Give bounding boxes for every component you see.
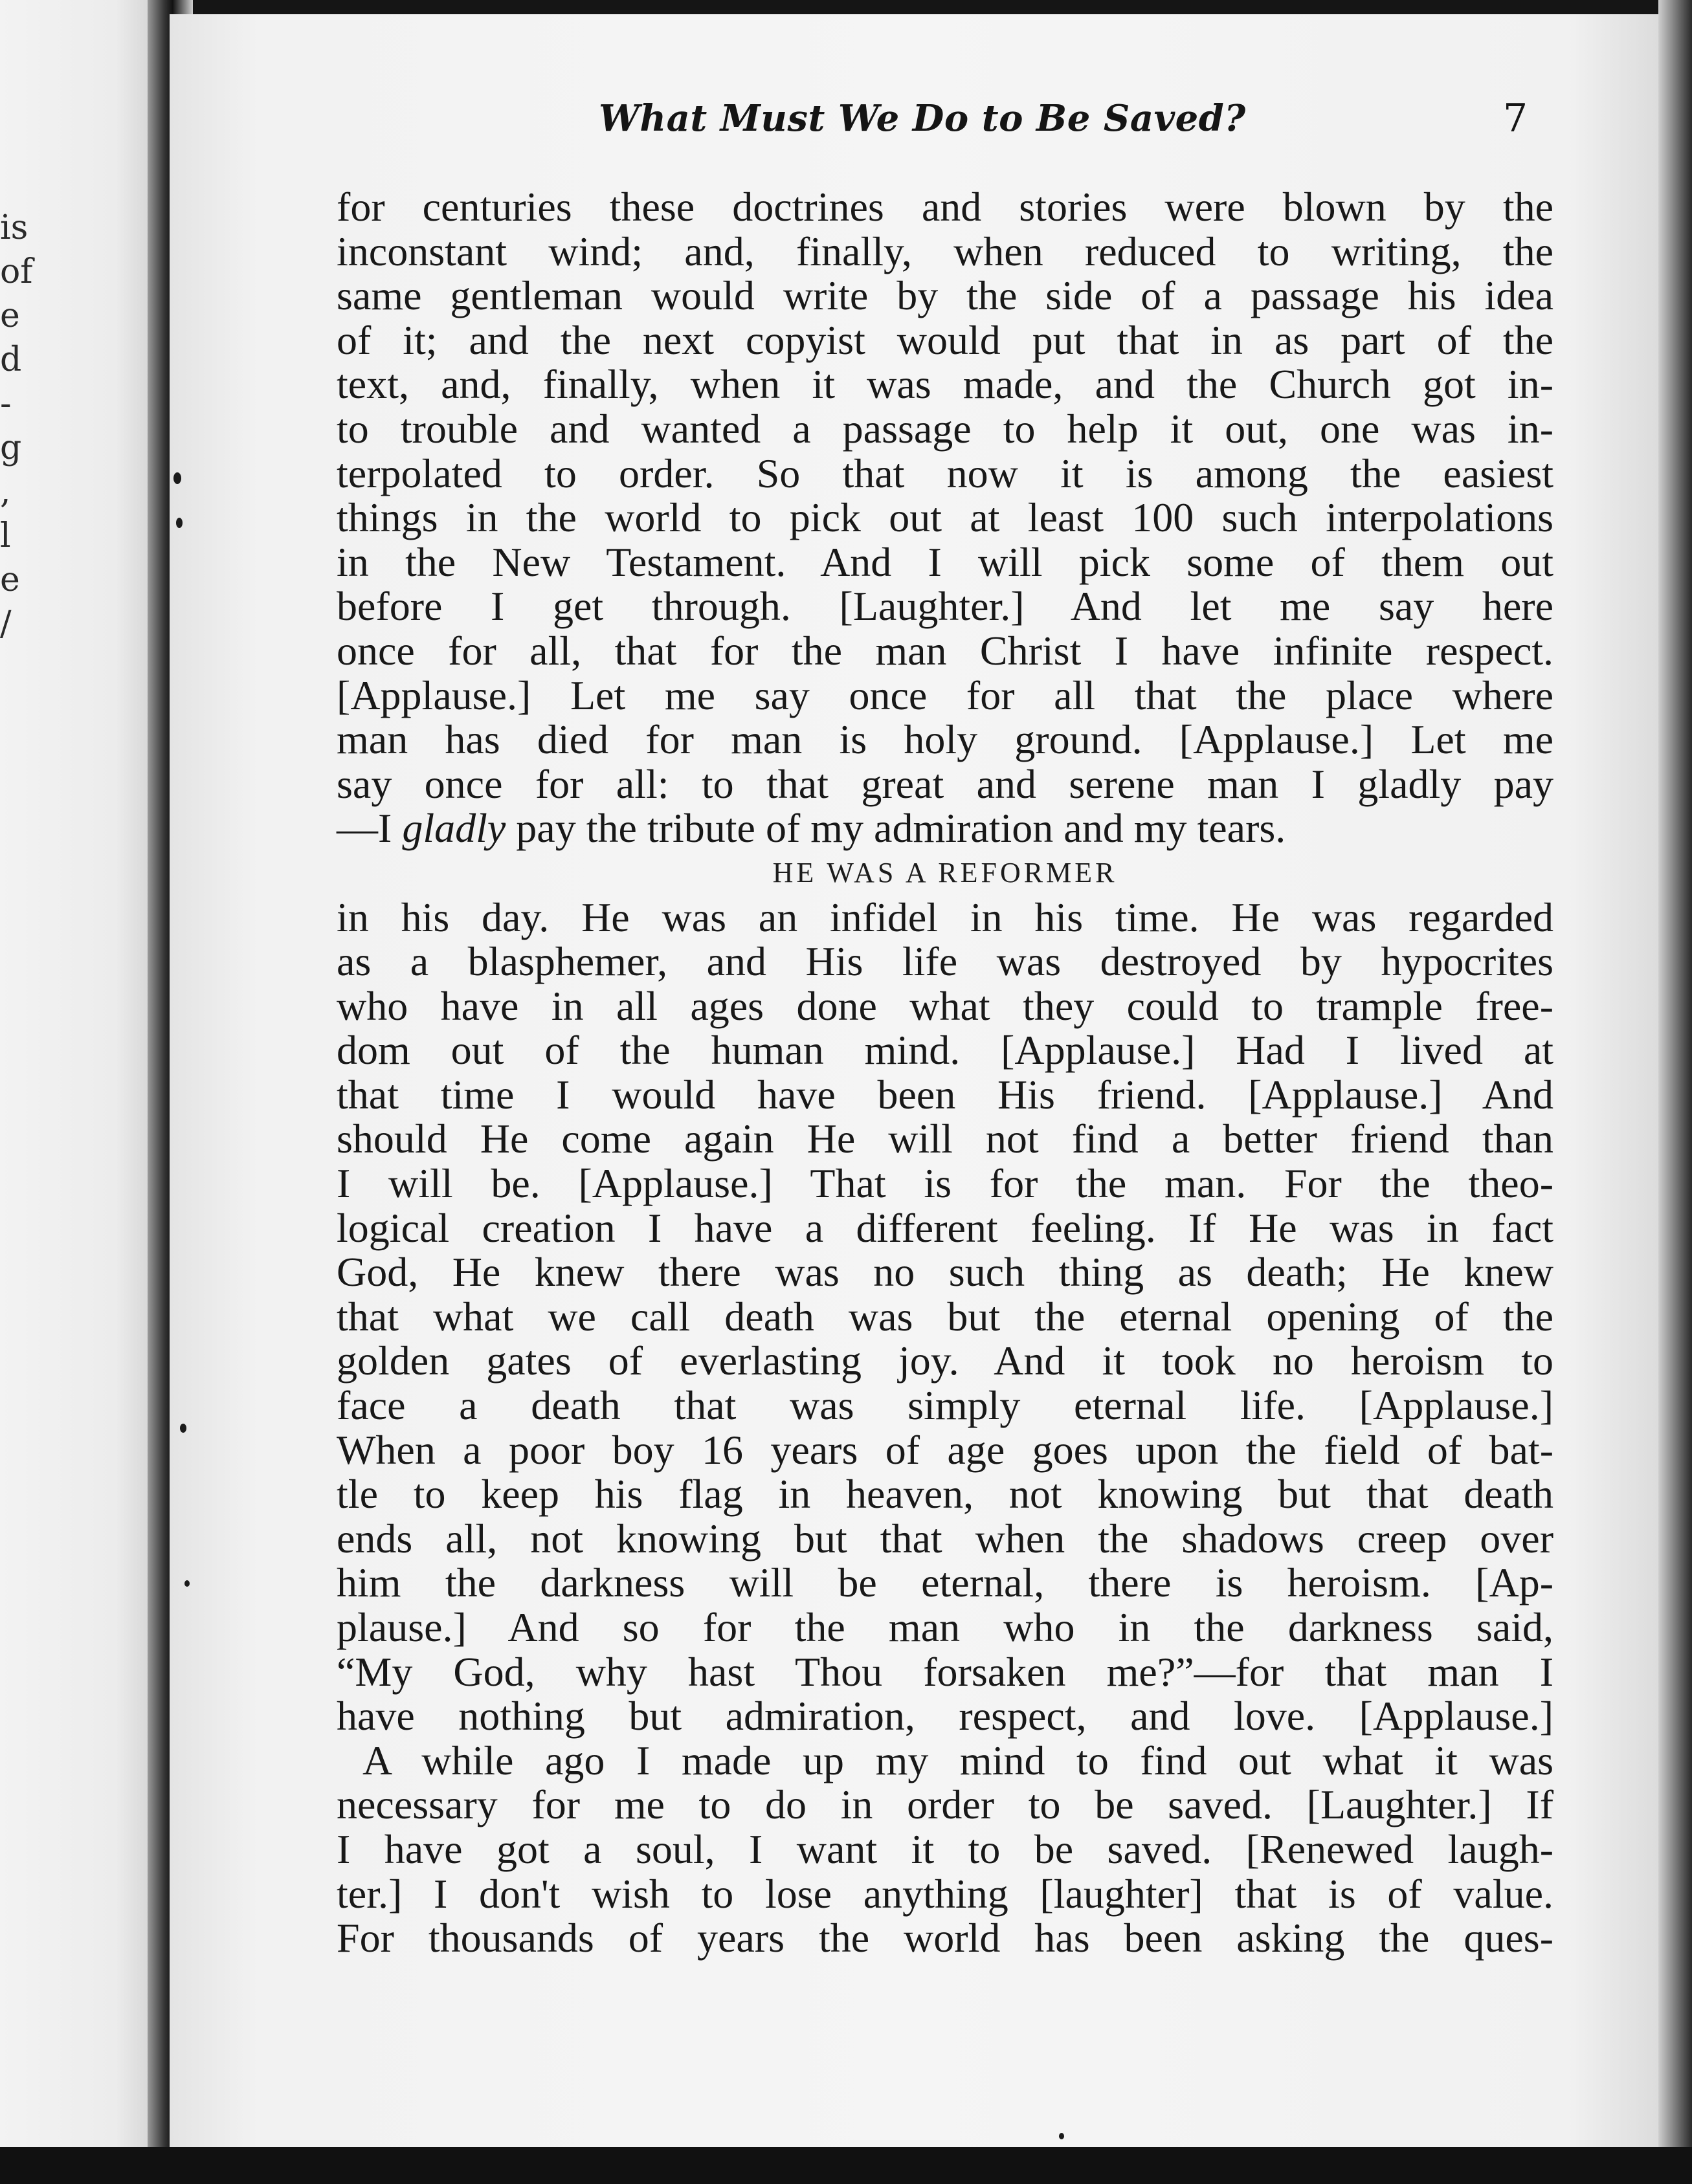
body-text: [337, 185, 1553, 1961]
scan-border: [0, 2147, 1692, 2184]
fragment: l: [0, 516, 11, 555]
text-line: plause.] And so for the man who in the darkness said,: [337, 1604, 1553, 1650]
scan-speck: [1059, 2133, 1064, 2139]
text-line: God, He knew there was no such thing as death; He knew: [337, 1249, 1553, 1296]
text-line: have nothing but admiration, respect, and love. [Applause.]: [337, 1693, 1553, 1739]
scan-speck: [184, 1580, 190, 1587]
scan-speck: [176, 518, 183, 528]
text-line: tle to keep his flag in heaven, not knowing but that death: [337, 1471, 1553, 1517]
text-line: necessary for me to do in order to be saved. [Laughter.] If: [337, 1781, 1553, 1828]
fragment: g: [0, 428, 22, 467]
line-suffix: pay the tribute of my admiration and my tears.: [506, 805, 1286, 852]
text-line: I have got a soul, I want it to be saved. [Renewed laugh-: [337, 1826, 1553, 1872]
text-line: [Applause.] Let me say once for all that the place where: [337, 672, 1553, 718]
text-line: before I get through. [Laughter.] And let me say here: [337, 583, 1553, 630]
text-line: dom out of the human mind. [Applause.] Had I lived at: [337, 1027, 1553, 1074]
text-line: that time I would have been His friend. [Applause.] And: [337, 1071, 1553, 1118]
text-line: say once for all: to that great and serene man I gladly pay: [337, 760, 1553, 807]
text-line: terpolated to order. So that now it is among the easiest: [337, 450, 1553, 496]
scan-speck: [173, 472, 181, 484]
text-line: golden gates of everlasting joy. And it took no heroism to: [337, 1338, 1553, 1384]
text-line: in the New Testament. And I will pick some of them out: [337, 538, 1553, 585]
emphasized-word: gladly: [402, 805, 506, 852]
text-line: ter.] I don't wish to lose anything [laughter] that is of value.: [337, 1870, 1553, 1917]
text-line: man has died for man is holy ground. [Applause.] Let me: [337, 716, 1553, 763]
fragment: e: [0, 560, 20, 599]
text-line: to trouble and wanted a passage to help it out, one was in-: [337, 405, 1553, 452]
section-heading: HE WAS A REFORMER: [772, 856, 1118, 888]
text-line: as a blasphemer, and His life was destroyed by hypocrites: [337, 938, 1553, 985]
fragment: e: [0, 296, 20, 335]
text-line: ends all, not knowing but that when the shadows creep over: [337, 1515, 1553, 1561]
text-line: I will be. [Applause.] That is for the man. For the theo-: [337, 1160, 1553, 1207]
left-page-text-fragments: [0, 206, 39, 646]
text-line: logical creation I have a different feeling. If He was in fact: [337, 1204, 1553, 1251]
text-line: once for all, that for the man Christ I have infinite respect.: [337, 627, 1553, 674]
text-line: of it; and the next copyist would put that in as part of the: [337, 316, 1553, 363]
text-line: that what we call death was but the eternal opening of the: [337, 1293, 1553, 1340]
fragment: -: [0, 384, 12, 423]
text-line: should He come again He will not find a better friend than: [337, 1116, 1553, 1162]
text-line: face a death that was simply eternal life. [Applause.]: [337, 1382, 1553, 1429]
fragment: ,: [0, 472, 11, 511]
text-line: text, and, finally, when it was made, and the Church got in-: [337, 361, 1553, 408]
text-line: who have in all ages done what they could to trample free-: [337, 982, 1553, 1029]
fragment: /: [0, 604, 12, 643]
fragment: d: [0, 340, 22, 379]
page-edge: [1658, 0, 1692, 2184]
text-line: things in the world to pick out at least 100 such interpolations: [337, 494, 1553, 541]
text-line: “My God, why hast Thou forsaken me?”—for that man I: [337, 1648, 1553, 1695]
line-prefix: —I: [337, 805, 403, 852]
left-facing-page: [0, 0, 165, 2184]
text-line: same gentleman would write by the side of a passage his idea: [337, 272, 1553, 319]
text-line: him the darkness will be eternal, there is heroism. [Ap-: [337, 1560, 1553, 1606]
text-line: for centuries these doctrines and stories were blown by the: [337, 184, 1553, 230]
page-number: 7: [1503, 96, 1528, 141]
text-line: For thousands of years the world has been asking the ques-: [337, 1915, 1553, 1961]
paragraph-first-line: A while ago I made up my mind to find out what it was: [362, 1737, 1553, 1783]
scan-speck: [180, 1424, 186, 1433]
text-line: When a poor boy 16 years of age goes upon the field of bat-: [337, 1426, 1553, 1473]
text-line: [337, 806, 1553, 851]
fragment: of: [0, 252, 33, 291]
fragment: is: [0, 208, 28, 247]
running-head: What Must We Do to Be Saved?: [599, 97, 1246, 140]
text-line: in his day. He was an infidel in his time. He was regarded: [337, 894, 1553, 940]
text-line: inconstant wind; and, finally, when reduced to writing, the: [337, 228, 1553, 274]
